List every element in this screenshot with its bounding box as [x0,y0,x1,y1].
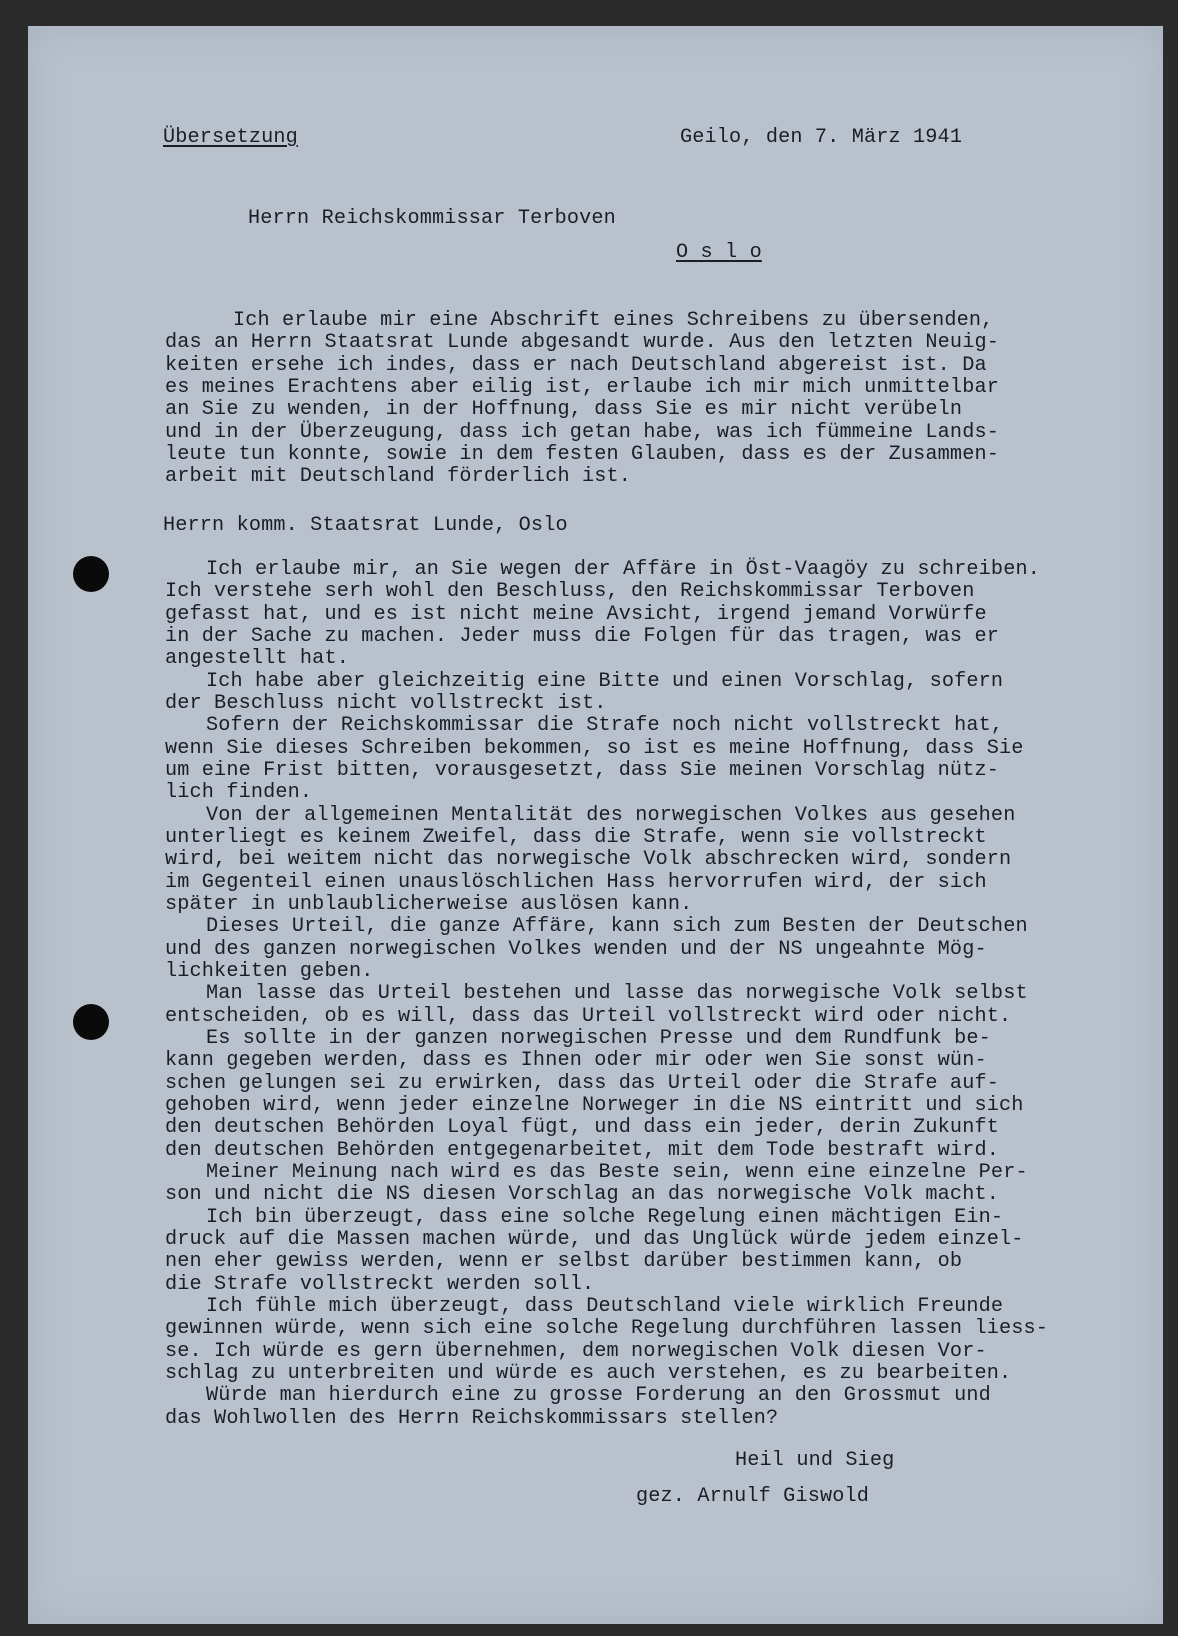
document-heading: Übersetzung [163,126,298,149]
text-line: Ich erlaube mir, an Sie wegen der Affäre in Öst-Vaagöy zu schreiben. [206,558,1040,581]
addressee: Herrn Reichskommissar Terboven [248,207,616,230]
text-line: den deutschen Behörden Loyal fügt, und dass ein jeder, derin Zukunft [165,1116,999,1140]
text-line: Sofern der Reichskommissar die Strafe noch nicht vollstreckt hat, [206,714,1004,738]
text-line: später in unblaublicherweise auslösen kann. [165,892,693,916]
text-line: son und nicht die NS diesen Vorschlag an das norwegische Volk macht. [165,1183,999,1207]
second-addressee: Herrn komm. Staatsrat Lunde, Oslo [163,514,568,537]
text-line: Dieses Urteil, die ganze Affäre, kann sich zum Besten der Deutschen [206,915,1028,939]
text-line: Ich bin überzeugt, dass eine solche Regelung einen mächtigen Ein- [206,1205,1004,1229]
text-line: die Strafe vollstreckt werden soll. [165,1272,595,1296]
text-line: es meines Erachtens aber eilig ist, erlaube ich mir mich unmittelbar [165,375,999,399]
text-line: unterliegt es keinem Zweifel, dass die Strafe, wenn sie vollstreckt [165,825,987,849]
place-date: Geilo, den 7. März 1941 [680,126,963,149]
text-line: gewinnen würde, wenn sich eine solche Regelung durchführen lassen liess- [165,1317,1049,1341]
text-line: Ich erlaube mir eine Abschrift eines Schreibens zu übersenden, [233,309,994,332]
text-line: im Gegenteil einen unauslöschlichen Hass hervorrufen wird, der sich [165,870,987,894]
text-line: Man lasse das Urteil bestehen und lasse das norwegische Volk selbst [206,982,1028,1006]
text-line: gehoben wird, wenn jeder einzelne Norweger in die NS eintritt und sich [165,1093,1024,1117]
text-line: um eine Frist bitten, vorausgesetzt, dass Sie meinen Vorschlag nütz- [165,758,999,782]
text-line: Ich verstehe serh wohl den Beschluss, den Reichskommissar Terboven [165,580,975,604]
closing: Heil und Sieg [735,1449,895,1472]
text-line: arbeit mit Deutschland förderlich ist. [165,465,632,489]
text-line: in der Sache zu machen. Jeder muss die Folgen für das tragen, was er [165,624,999,648]
text-line: das an Herrn Staatsrat Lunde abgesandt wurde. Aus den letzten Neuig- [165,331,999,355]
text-line: an Sie zu wenden, in der Hoffnung, dass Sie es mir nicht verübeln [165,398,963,422]
text-line: druck auf die Massen machen würde, und das Unglück würde jedem einzel- [165,1227,1024,1251]
text-line: Würde man hierdurch eine zu grosse Forderung an den Grossmut und [206,1384,991,1408]
text-line: Meiner Meinung nach wird es das Beste sein, wenn eine einzelne Per- [206,1160,1028,1184]
text-line: keiten ersehe ich indes, dass er nach Deutschland abgereist ist. Da [165,353,987,377]
punch-hole-bottom [73,1004,109,1040]
addressee-city: O s l o [676,241,762,264]
text-line: gefasst hat, und es ist nicht meine Avsicht, irgend jemand Vorwürfe [165,602,987,626]
text-line: das Wohlwollen des Herrn Reichskommissars stellen? [165,1406,779,1430]
text-line: und in der Überzeugung, dass ich getan habe, was ich fümmeine Lands- [165,420,999,444]
text-line: se. Ich würde es gern übernehmen, dem norwegischen Volk diesen Vor- [165,1339,987,1363]
text-line: und des ganzen norwegischen Volkes wenden und der NS ungeahnte Mög- [165,937,987,961]
text-line: schen gelungen sei zu erwirken, dass das Urteil oder die Strafe auf- [165,1071,999,1095]
text-line: entscheiden, ob es will, dass das Urteil vollstreckt wird oder nicht. [165,1004,1012,1028]
text-line: kann gegeben werden, dass es Ihnen oder mir oder wen Sie sonst wün- [165,1049,987,1073]
signature: gez. Arnulf Giswold [636,1485,870,1508]
text-line: angestellt hat. [165,647,349,671]
text-line: Es sollte in der ganzen norwegischen Presse und dem Rundfunk be- [206,1026,991,1050]
text-line: den deutschen Behörden entgegenarbeitet, mit dem Tode bestraft wird. [165,1138,999,1162]
text-line: Ich fühle mich überzeugt, dass Deutschland viele wirklich Freunde [206,1294,1004,1318]
text-line: leute tun konnte, sowie in dem festen Glauben, dass es der Zusammen- [165,442,999,466]
text-line: nen eher gewiss werden, wenn er selbst darüber bestimmen kann, ob [165,1250,963,1274]
text-line: lich finden. [165,781,313,805]
punch-hole-top [73,556,109,592]
text-line: lichkeiten geben. [165,959,374,983]
text-line: wird, bei weitem nicht das norwegische Volk abschrecken wird, sondern [165,848,1012,872]
text-line: Von der allgemeinen Mentalität des norwegischen Volkes aus gesehen [206,803,1016,827]
text-line: der Beschluss nicht vollstreckt ist. [165,691,607,715]
text-line: wenn Sie dieses Schreiben bekommen, so ist es meine Hoffnung, dass Sie [165,736,1024,760]
text-line: schlag zu unterbreiten und würde es auch verstehen, es zu bearbeiten. [165,1361,1012,1385]
text-line: Ich habe aber gleichzeitig eine Bitte und einen Vorschlag, sofern [206,669,1004,693]
